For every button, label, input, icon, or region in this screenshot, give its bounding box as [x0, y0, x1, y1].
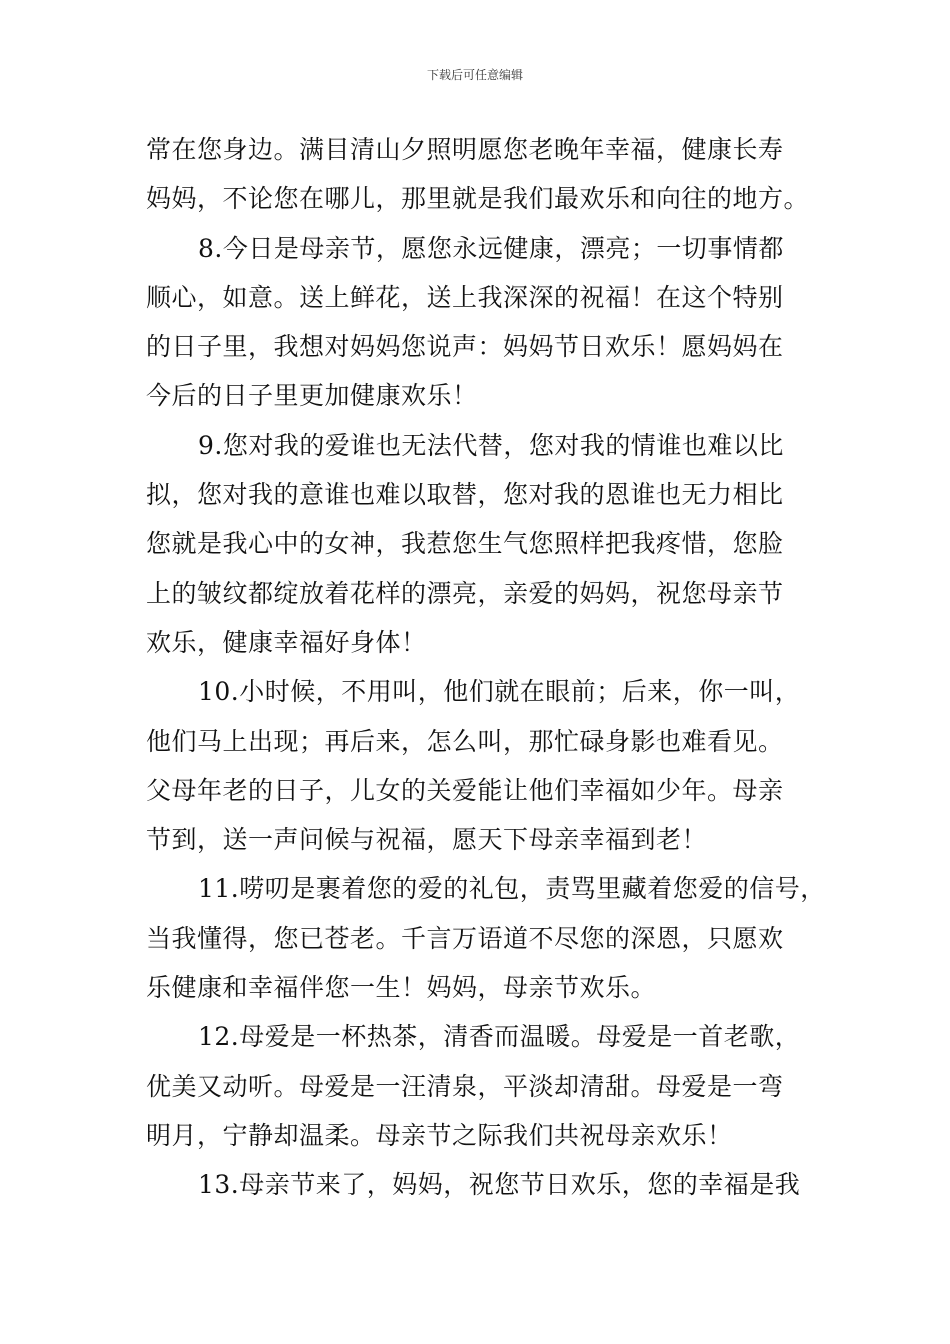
text-line: 当我懂得，您已苍老。千言万语道不尽您的深恩，只愿欢: [146, 923, 784, 953]
text-line: 乐健康和幸福伴您一生！妈妈，母亲节欢乐。: [146, 973, 657, 1003]
text-line: 节到，送一声问候与祝福，愿天下母亲幸福到老！: [146, 825, 708, 855]
text-line: 父母年老的日子，儿女的关爱能让他们幸福如少年。母亲: [146, 775, 784, 805]
text-line: 优美又动听。母爱是一汪清泉，平淡却清甜。母爱是一弯: [146, 1071, 784, 1101]
text-line: 常在您身边。满目清山夕照明愿您老晚年幸福，健康长寿: [146, 135, 784, 164]
text-line: 明月，宁静却温柔。母亲节之际我们共祝母亲欢乐！: [146, 1120, 733, 1150]
text-line: 妈妈，不论您在哪儿，那里就是我们最欢乐和向往的地方。: [146, 184, 810, 214]
text-line: 上的皱纹都绽放着花样的漂亮，亲爱的妈妈，祝您母亲节: [146, 578, 784, 608]
paragraph-start-12: 12.母爱是一杯热茶，清香而温暖。母爱是一首老歌，: [198, 1022, 801, 1052]
text-line: 今后的日子里更加健康欢乐！: [146, 381, 478, 411]
text-line: 他们马上出现；再后来，怎么叫，那忙碌身影也难看见。: [146, 726, 784, 756]
page-header: 下载后可任意编辑: [426, 68, 523, 82]
paragraph-start-13: 13.母亲节来了，妈妈，祝您节日欢乐，您的幸福是我: [198, 1170, 801, 1200]
paragraph-start-11: 11.唠叨是裹着您的爱的礼包，责骂里藏着您爱的信号，: [198, 874, 826, 904]
text-line: 您就是我心中的女神，我惹您生气您照样把我疼惜，您脸: [146, 529, 784, 559]
text-line: 拟，您对我的意谁也难以取替，您对我的恩谁也无力相比: [146, 480, 784, 510]
text-line: 的日子里，我想对妈妈您说声：妈妈节日欢乐！愿妈妈在: [146, 332, 784, 362]
text-line: 欢乐，健康幸福好身体！: [146, 627, 427, 657]
paragraph-start-10: 10.小时候，不用叫，他们就在眼前；后来，你一叫，: [198, 677, 801, 707]
paragraph-start-8: 8.今日是母亲节，愿您永远健康，漂亮；一切事情都: [198, 233, 784, 263]
text-line: 顺心，如意。送上鲜花，送上我深深的祝福！在这个特别: [146, 282, 784, 312]
document-body: [146, 125, 826, 1210]
paragraph-start-9: 9.您对我的爱谁也无法代替，您对我的情谁也难以比: [198, 430, 784, 460]
